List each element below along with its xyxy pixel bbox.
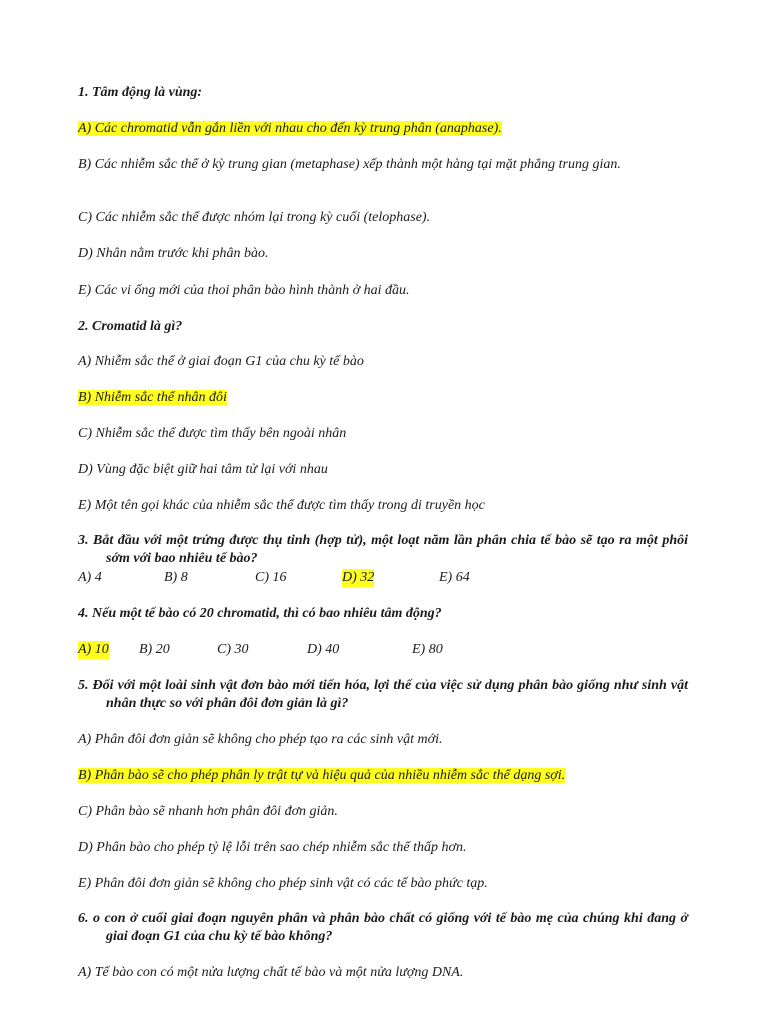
q2-option-e: E) Một tên gọi khác của nhiễm sắc thể được tìm thấy trong di truyền học	[78, 498, 485, 513]
q5-option-a: A) Phân đôi đơn giản sẽ không cho phép tạo ra các sinh vật mới.	[78, 732, 443, 747]
question-3: 3. Bắt đầu với một trứng được thụ tinh (hợp tử), một loạt năm lần phân chia tế bào sẽ tạo ra một phôi sớm với bao nhiêu tế bào?	[78, 533, 688, 566]
question-2: 2. Cromatid là gì?	[78, 319, 183, 334]
q2-option-b	[78, 389, 227, 407]
q3-option-e: E) 64	[439, 570, 470, 585]
q2-option-d: D) Vùng đặc biệt giữ hai tâm tử lại với nhau	[78, 462, 328, 477]
q4-option-a: A) 10	[78, 642, 109, 657]
q1-option-e: E) Các vi ống mới của thoi phân bào hình thành ở hai đầu.	[78, 283, 410, 298]
q1-option-d: D) Nhân nằm trước khi phân bào.	[78, 246, 269, 261]
q3-option-b: B) 8	[164, 570, 188, 585]
q4-option-b: B) 20	[139, 642, 170, 657]
q3-options-row	[78, 569, 660, 587]
q4-option-c: C) 30	[217, 642, 249, 657]
q4-option-d: D) 40	[307, 642, 340, 657]
q6-option-a: A) Tế bào con có một nửa lượng chất tế bào và một nửa lượng DNA.	[78, 965, 464, 980]
q3-option-d: D) 32	[342, 570, 375, 585]
q4-options-row	[78, 641, 660, 659]
question-6: 6. o con ở cuối giai đoạn nguyên phân và phân bào chất có giống với tế bào mẹ của chúng khi đang ở giai đoạn G1 của chu kỳ tế bào không?	[78, 911, 688, 944]
q1-option-b: B) Các nhiễm sắc thể ở kỳ trung gian (metaphase) xếp thành một hàng tại mặt phẳng trung gian.	[78, 157, 621, 172]
q2-option-b-highlight: B) Nhiễm sắc thể nhân đôi	[78, 390, 227, 405]
q2-option-a: A) Nhiễm sắc thể ở giai đoạn G1 của chu kỳ tế bào	[78, 354, 364, 369]
q3-option-a: A) 4	[78, 570, 102, 585]
q5-option-c: C) Phân bào sẽ nhanh hơn phân đôi đơn giản.	[78, 804, 338, 819]
question-4: 4. Nếu một tế bào có 20 chromatid, thì có bao nhiêu tâm động?	[78, 606, 442, 621]
q4-option-e: E) 80	[412, 642, 443, 657]
q1-option-a-highlight: A) Các chromatid vẫn gắn liền với nhau cho đến kỳ trung phân (anaphase).	[78, 121, 502, 136]
q5-option-d: D) Phân bào cho phép tỷ lệ lỗi trên sao chép nhiễm sắc thể thấp hơn.	[78, 840, 467, 855]
q3-option-c: C) 16	[255, 570, 287, 585]
question-5: 5. Đối với một loài sinh vật đơn bào mới tiến hóa, lợi thế của việc sử dụng phân bào giống như sinh vật nhân thực so với phân đôi đơn giản là gì?	[78, 678, 688, 711]
q2-option-c: C) Nhiễm sắc thể được tìm thấy bên ngoài nhân	[78, 426, 347, 441]
q1-option-a	[78, 120, 502, 138]
q5-option-e: E) Phân đôi đơn giản sẽ không cho phép sinh vật có các tế bào phức tạp.	[78, 876, 488, 891]
q1-option-c: C) Các nhiễm sắc thể được nhóm lại trong kỳ cuối (telophase).	[78, 210, 431, 225]
q5-option-b-highlight: B) Phân bào sẽ cho phép phân ly trật tự và hiệu quả của nhiều nhiễm sắc thể dạng sợi.	[78, 768, 566, 783]
question-1: 1. Tâm động là vùng:	[78, 85, 203, 100]
q5-option-b	[78, 767, 565, 785]
